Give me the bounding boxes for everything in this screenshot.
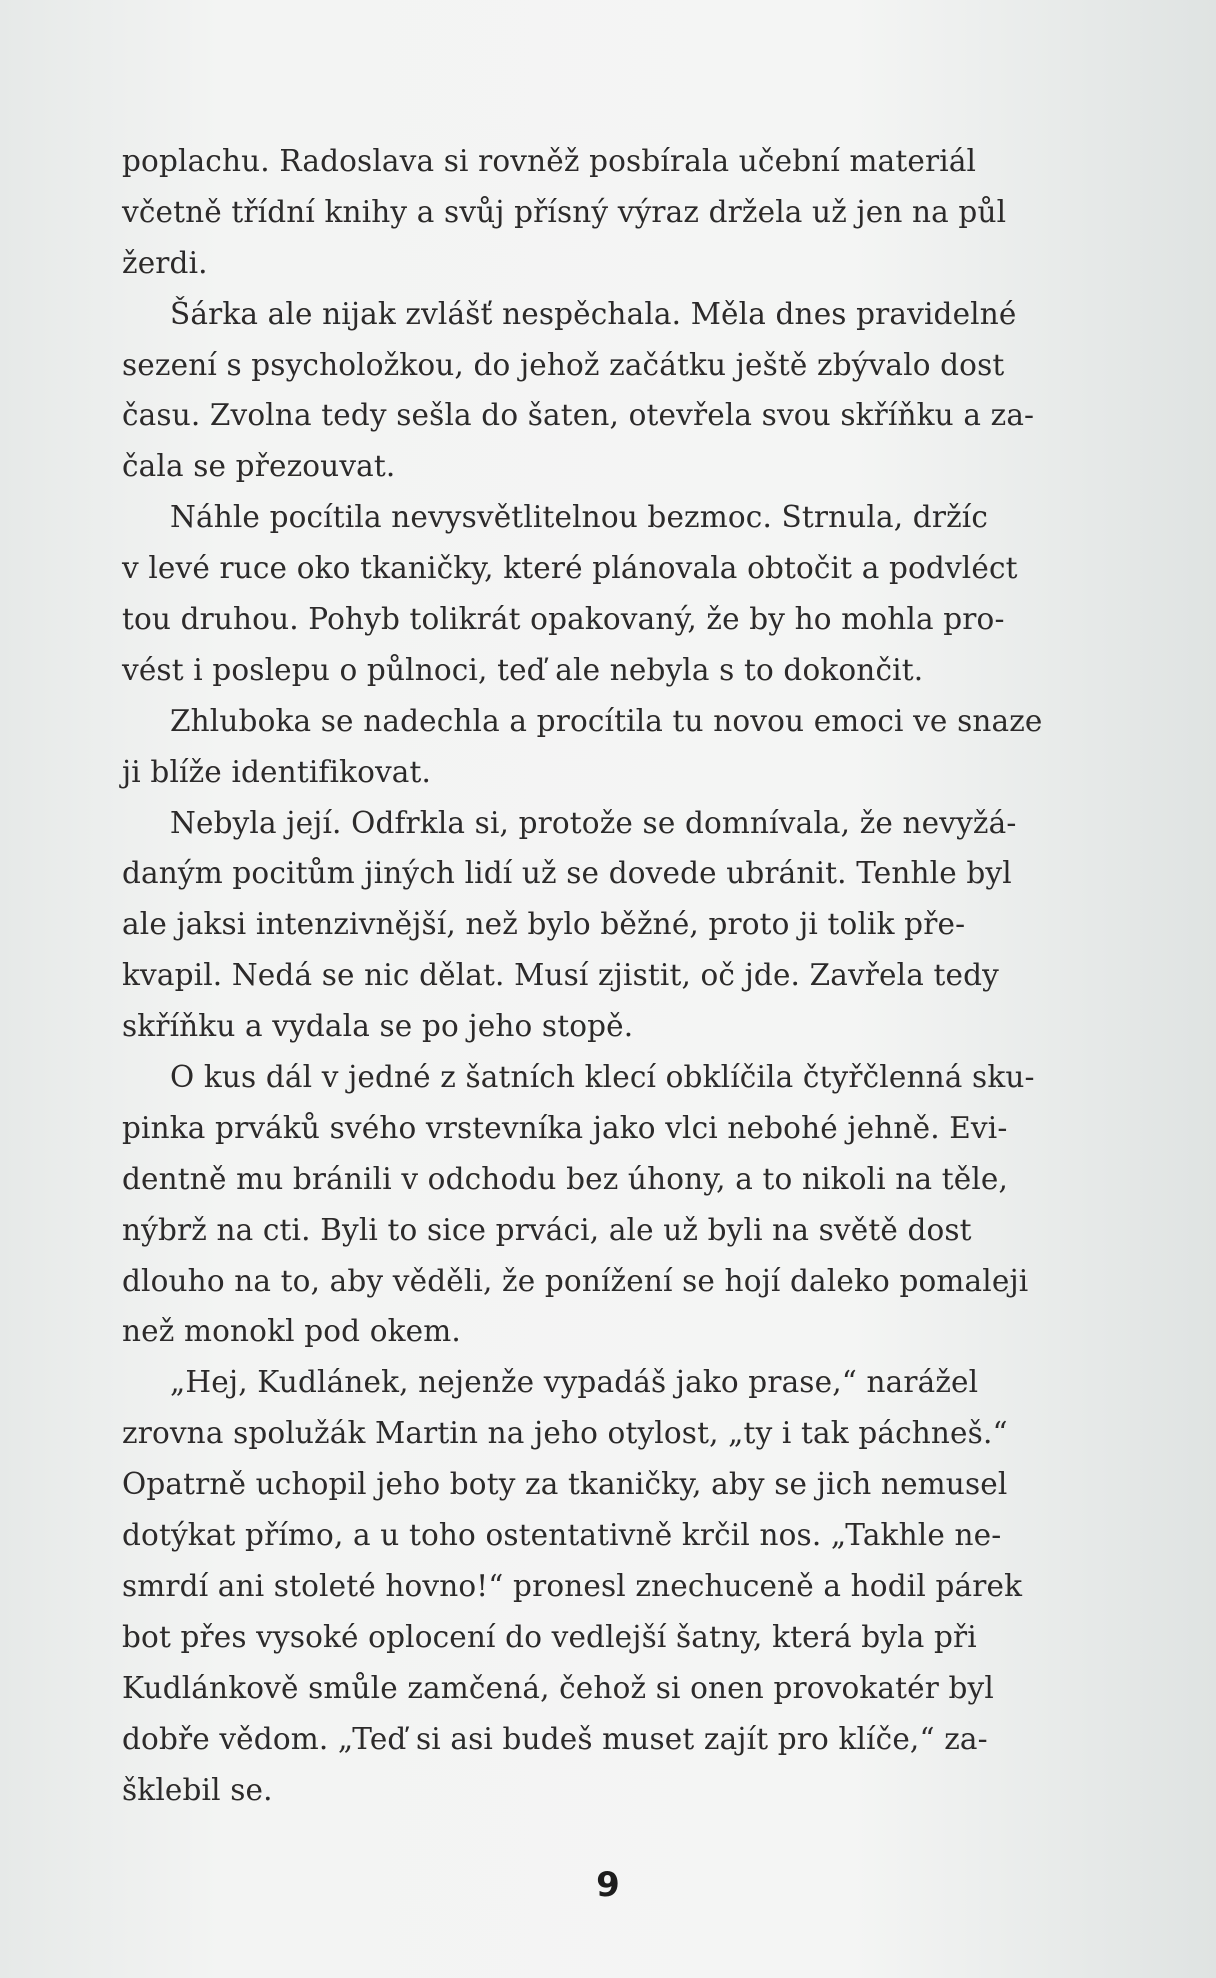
- text-line: včetně třídní knihy a svůj přísný výraz držela už jen na půl: [122, 194, 1007, 229]
- text-line: tou druhou. Pohyb tolikrát opakovaný, že by ho mohla pro-: [122, 602, 1005, 637]
- paragraph-start-line: Zhluboka se nadechla a procítila tu novou emoci ve snaze: [170, 703, 1043, 738]
- text-line: dobře vědom. „Teď si asi budeš muset zajít pro klíče,“ za-: [122, 1721, 988, 1756]
- text-line: dentně mu bránili v odchodu bez úhony, a to nikoli na těle,: [122, 1161, 1009, 1196]
- text-line: času. Zvolna tedy sešla do šaten, otevřela svou skříňku a za-: [122, 398, 1035, 433]
- text-line: nýbrž na cti. Byli to sice prváci, ale už byli na světě dost: [122, 1212, 972, 1247]
- text-line: bot přes vysoké oplocení do vedlejší šatny, která byla při: [122, 1619, 977, 1654]
- text-line: smrdí ani stoleté hovno!“ pronesl znechuceně a hodil párek: [122, 1568, 1023, 1603]
- text-line: Opatrně uchopil jeho boty za tkaničky, aby se jich nemusel: [122, 1467, 1008, 1502]
- page-number: 9: [596, 1865, 620, 1905]
- text-line: vést i poslepu o půlnoci, teď ale nebyla s to dokončit.: [122, 652, 924, 687]
- text-line: než monokl pod okem.: [122, 1314, 461, 1349]
- text-line: dlouho na to, aby věděli, že ponížení se hojí daleko pomaleji: [122, 1263, 1029, 1298]
- paragraph-start-line: Náhle pocítila nevysvětlitelnou bezmoc. Strnula, držíc: [170, 500, 989, 535]
- paragraph-start-line: Nebyla její. Odfrkla si, protože se domnívala, že nevyžá-: [170, 805, 1017, 840]
- paragraph-start-line: Šárka ale nijak zvlášť nespěchala. Měla dnes pravidelné: [170, 296, 1017, 331]
- text-line: šklebil se.: [122, 1772, 273, 1807]
- text-line: ale jaksi intenzivnější, než bylo běžné, proto ji tolik pře-: [122, 907, 966, 942]
- paragraph-start-line: O kus dál v jedné z šatních klecí obklíčila čtyřčlenná sku-: [170, 1060, 1035, 1095]
- text-line: žerdi.: [122, 245, 208, 280]
- text-line: kvapil. Nedá se nic dělat. Musí zjistit, oč jde. Zavřela tedy: [122, 958, 999, 993]
- body-text: [122, 136, 1082, 1815]
- text-line: zrovna spolužák Martin na jeho otylost, „ty i tak páchneš.“: [122, 1416, 1008, 1451]
- text-line: skříňku a vydala se po jeho stopě.: [122, 1009, 634, 1044]
- text-line: dotýkat přímo, a u toho ostentativně krčil nos. „Takhle ne-: [122, 1518, 1002, 1553]
- text-line: ji blíže identifikovat.: [122, 754, 432, 789]
- text-line: v levé ruce oko tkaničky, které plánovala obtočit a podvléct: [122, 551, 1018, 586]
- text-line: sezení s psycholožkou, do jehož začátku ještě zbývalo dost: [122, 347, 1005, 382]
- text-line: daným pocitům jiných lidí už se dovede ubránit. Tenhle byl: [122, 856, 1012, 891]
- text-line: poplachu. Radoslava si rovněž posbírala učební materiál: [122, 144, 977, 178]
- text-line: pinka prváků svého vrstevníka jako vlci nebohé jehně. Evi-: [122, 1110, 1008, 1145]
- text-line: Kudlánkově smůle zamčená, čehož si onen provokatér byl: [122, 1670, 994, 1705]
- text-line: čala se přezouvat.: [122, 449, 396, 484]
- paragraph-start-line: „Hej, Kudlánek, nejenže vypadáš jako prase,“ narážel: [170, 1365, 979, 1400]
